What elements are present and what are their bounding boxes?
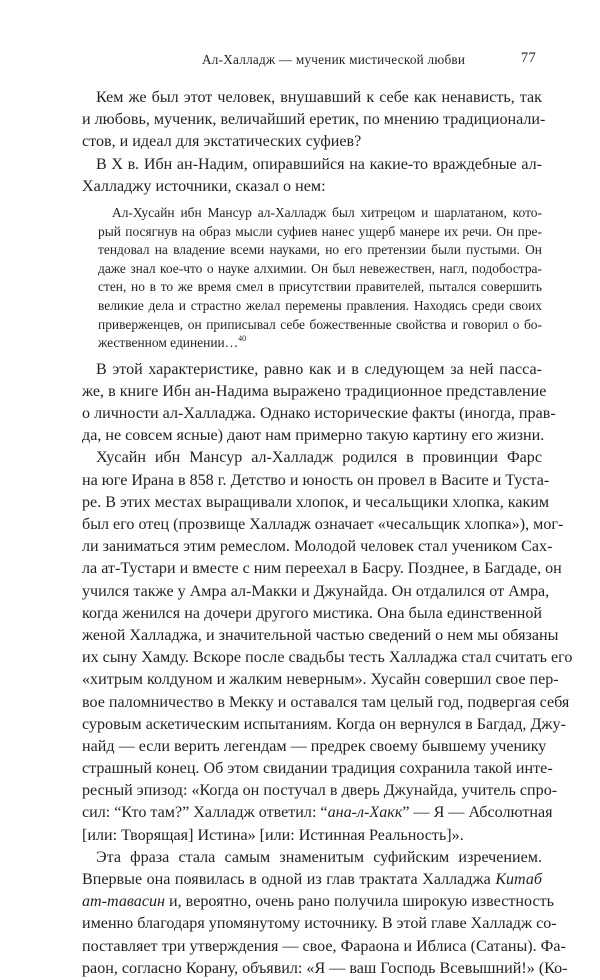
text-segment: Впервые она появилась в одной из глав трактата Халладжа bbox=[82, 871, 491, 888]
text-line: Эта фраза стала самым знаменитым суфийским изречением. bbox=[96, 848, 542, 866]
text-line: найд — если верить легендам — предрек своему бывшему ученику bbox=[82, 737, 547, 755]
italic-term: Китаб bbox=[495, 871, 543, 888]
text-line: ла ат-Тустари и вместе с ним переехал в Басру. Позднее, в Багдаде, он bbox=[82, 560, 562, 578]
quote-line bbox=[82, 334, 542, 353]
quote-line: тендовал на владение всеми науками, но его претензии были пустыми. Он bbox=[98, 242, 542, 258]
text-line: когда женился на дочери другого мистика. Она была единственной bbox=[82, 604, 542, 622]
text-line: и любовь, мученик, величайший еретик, по мнению традиционали- bbox=[82, 111, 546, 129]
text-line: был его отец (прозвище Халладж означает «чесальщик хлопка»), мог- bbox=[82, 516, 564, 533]
footnote-marker: 40 bbox=[238, 334, 247, 344]
text-line: на юге Ирана в 858 г. Детство и юность он провел в Васите и Туста- bbox=[82, 471, 550, 489]
body-text bbox=[82, 87, 573, 980]
text-line: именно благодаря упомянутому источнику. В этой главе Халладж со- bbox=[82, 915, 557, 933]
quote-line: даже знал кое-что о науке алхимии. Он был невежествен, нагл, подобостра- bbox=[98, 260, 542, 276]
text-line: страшный конец. Об этом свидании традиция сохранила такой инте- bbox=[82, 760, 553, 778]
block-quote bbox=[82, 204, 542, 353]
text-segment: и, вероятно, очень рано получила широкую известность bbox=[165, 893, 554, 911]
text-line: учился также у Амра ал-Макки и Джунайда. Он отдалился от Амра, bbox=[82, 582, 550, 600]
quote-line: великие дела и страстно желал перемены правления. Находясь среди своих bbox=[98, 297, 542, 313]
paragraph-5 bbox=[82, 847, 568, 980]
text-line: ресный эпизод: «Когда он постучал в дверь Джунайда, учитель спро- bbox=[82, 782, 558, 800]
paragraph-2 bbox=[82, 154, 542, 198]
text-line: Кем же был этот человек, внушавший к себе как ненависть, так bbox=[96, 89, 542, 106]
text-line bbox=[82, 891, 554, 913]
text-line: поставляет три утверждения — свое, Фараона и Иблиса (Сатаны). Фа- bbox=[82, 937, 566, 955]
text-line: стов, и идеал для экстатических суфиев? bbox=[82, 133, 362, 151]
text-line: да, не совсем ясные) дают нам примерно такую картину его жизни. bbox=[82, 427, 545, 445]
text-line: В X в. Ибн ан-Надим, опиравшийся на какие-то враждебные ал- bbox=[96, 155, 542, 173]
quote-line: рый посягнув на образ мысли суфиев нанес ущерб манере их речи. Он пре- bbox=[98, 223, 542, 239]
text-line: их сыну Хамду. Вскоре после свадьбы тесть Халладжа стал считать его bbox=[82, 649, 573, 667]
text-line: «хитрым колдуном и жалким неверным». Хусайн совершил свое пер- bbox=[82, 671, 559, 689]
quote-line: Ал-Хусайн ибн Мансур ал-Халладж был хитрецом и шарлатаном, кото- bbox=[112, 204, 542, 220]
quote-line-text: жественном единении… bbox=[98, 335, 239, 351]
text-line: Хусайн ибн Мансур ал-Халладж родился в провинции Фарс bbox=[96, 449, 542, 467]
text-line: В этой характеристике, равно как и в следующем за ней пасса- bbox=[96, 360, 542, 378]
italic-term: ат-тавасин bbox=[82, 893, 165, 911]
paragraph-4 bbox=[82, 447, 573, 846]
quote-line: приверженцев, он приписывал себе божественные свойства и говорил о бо- bbox=[98, 316, 542, 332]
running-title: Ал-Халладж — мученик мистической любви bbox=[202, 52, 466, 67]
text-line: женой Халладжа, и значительной частью сведений о нем мы обязаны bbox=[82, 626, 559, 644]
text-segment: ” — Я — Абсолютная bbox=[402, 804, 553, 822]
text-line bbox=[82, 869, 542, 891]
text-line: [или: Творящая] Истина» [или: Истинная Реальность]». bbox=[82, 826, 464, 844]
paragraph-1 bbox=[82, 87, 546, 154]
paragraph-3 bbox=[82, 359, 556, 448]
text-line: ли заниматься этим ремеслом. Молодой человек стал учеником Сах- bbox=[82, 538, 553, 556]
page-number: 77 bbox=[520, 50, 536, 66]
text-line: раон, согласно Корану, объявил: «Я — ваш Господь Всевышний!» (Ко- bbox=[82, 959, 568, 977]
text-line: же, в книге Ибн ан-Надима выражено традиционное представление bbox=[82, 382, 547, 400]
text-line: ре. В этих местах выращивали хлопок, и чесальщики хлопка, каким bbox=[82, 493, 550, 511]
text-line: суровым аскетическим испытаниям. Когда он вернулся в Багдад, Джу- bbox=[82, 715, 566, 733]
text-line: Халладжу источники, сказал о нем: bbox=[82, 177, 326, 195]
text-line bbox=[82, 802, 553, 824]
italic-term: ана-л-Хакк bbox=[327, 804, 403, 822]
quote-line: стен, но в то же время смел в присутствии правителей, пытался совершить bbox=[98, 279, 542, 295]
text-line: о личности ал-Халладжа. Однако исторические факты (иногда, прав- bbox=[82, 405, 556, 423]
text-segment: сил: “Кто там?” Халладж ответил: “ bbox=[82, 804, 328, 822]
text-line: вое паломничество в Мекку и оставался там целый год, подвергая себя bbox=[82, 693, 570, 711]
